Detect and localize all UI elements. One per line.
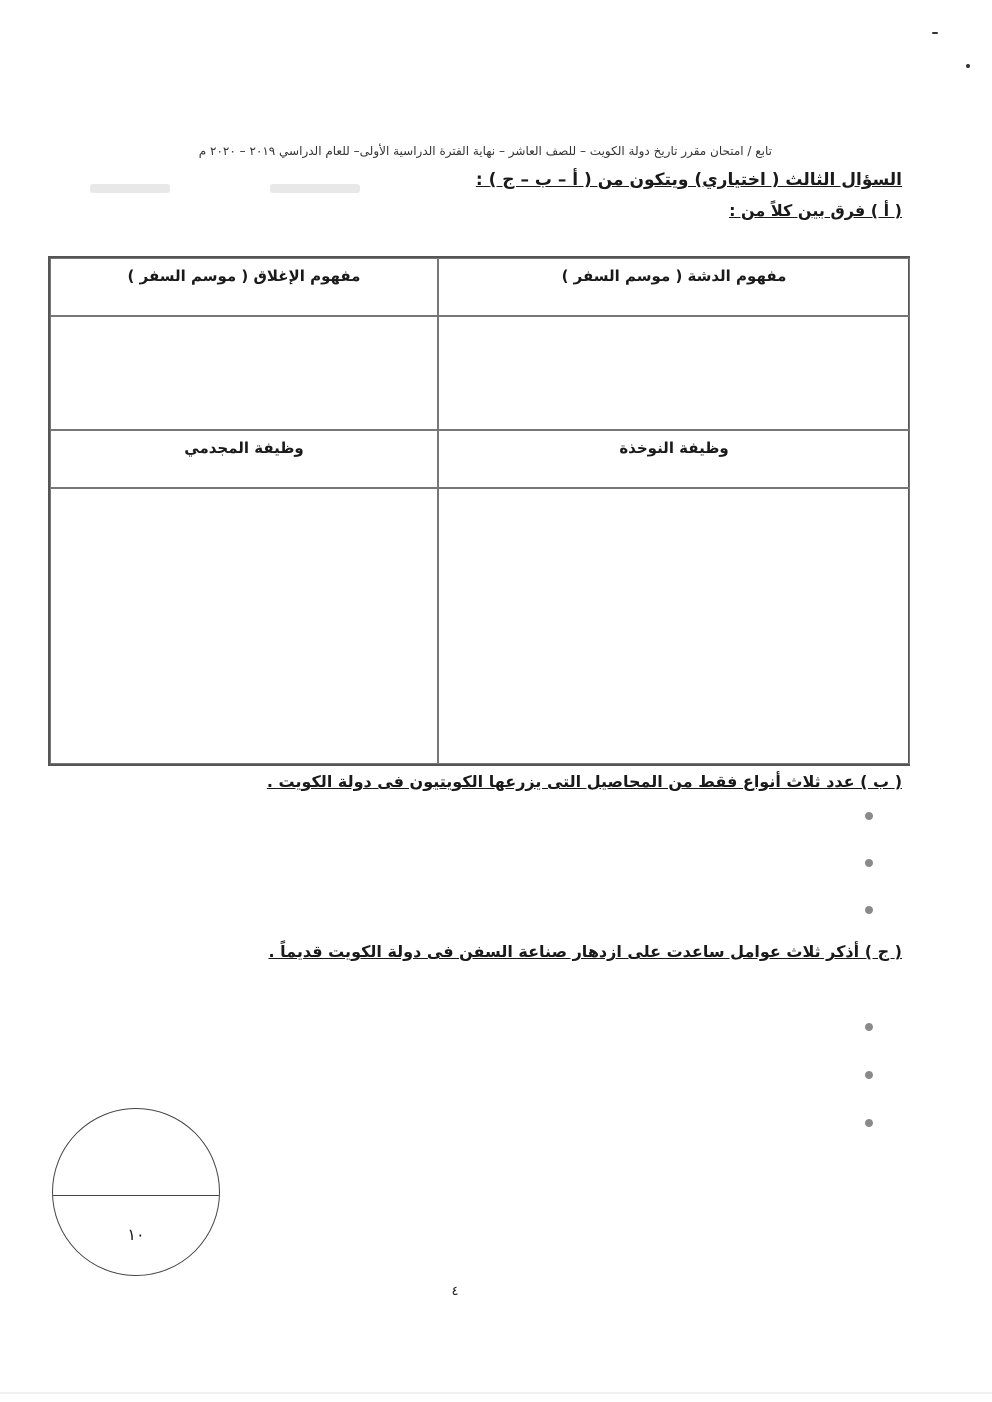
exam-header: تابع / امتحان مقرر تاريخ دولة الكويت – للصف العاشر – نهاية الفترة الدراسية الأولى– للعام الدراسي ٢٠١٩ – ٢٠٢٠ م bbox=[198, 144, 772, 158]
cell-header-iglaq: مفهوم الإغلاق ( موسم السفر ) bbox=[50, 258, 438, 316]
score-circle bbox=[52, 1108, 220, 1276]
scan-edge bbox=[0, 1392, 992, 1394]
bullet-point bbox=[865, 906, 873, 914]
bullet-point bbox=[865, 1071, 873, 1079]
answer-cell-mujdemi[interactable] bbox=[50, 488, 438, 764]
corner-mark-right bbox=[966, 64, 970, 68]
bullet-point bbox=[865, 859, 873, 867]
answer-cell-dasha[interactable] bbox=[438, 316, 910, 430]
answer-cell-iglaq[interactable] bbox=[50, 316, 438, 430]
part-b-prompt: ( ب ) عدد ثلاث أنواع فقط من المحاصيل التى يزرعها الكويتيون فى دولة الكويت . bbox=[266, 772, 902, 791]
bullet-point bbox=[865, 1023, 873, 1031]
score-divider bbox=[53, 1195, 219, 1196]
answer-cell-nokhetha[interactable] bbox=[438, 488, 910, 764]
bullet-point bbox=[865, 1119, 873, 1127]
part-c-prompt: ( ج ) أذكر ثلاث عوامل ساعدت على ازدهار صناعة السفن فى دولة الكويت قديماً . bbox=[268, 942, 902, 961]
part-a-prompt: ( أ ) فرق بين كلاً من : bbox=[729, 201, 902, 220]
corner-mark-top bbox=[932, 32, 938, 34]
bullet-point bbox=[865, 812, 873, 820]
cell-header-mujdemi: وظيفة المجدمي bbox=[50, 430, 438, 488]
faded-mark bbox=[270, 184, 360, 193]
comparison-table bbox=[48, 256, 910, 766]
cell-header-nokhetha: وظيفة النوخذة bbox=[438, 430, 910, 488]
question-title: السؤال الثالث ( اختياري) ويتكون من ( أ – ب – ج ) : bbox=[475, 170, 902, 190]
cell-header-dasha: مفهوم الدشة ( موسم السفر ) bbox=[438, 258, 910, 316]
page-number: ٤ bbox=[451, 1284, 459, 1299]
faded-mark bbox=[90, 184, 170, 193]
score-total: ١٠ bbox=[127, 1225, 145, 1244]
